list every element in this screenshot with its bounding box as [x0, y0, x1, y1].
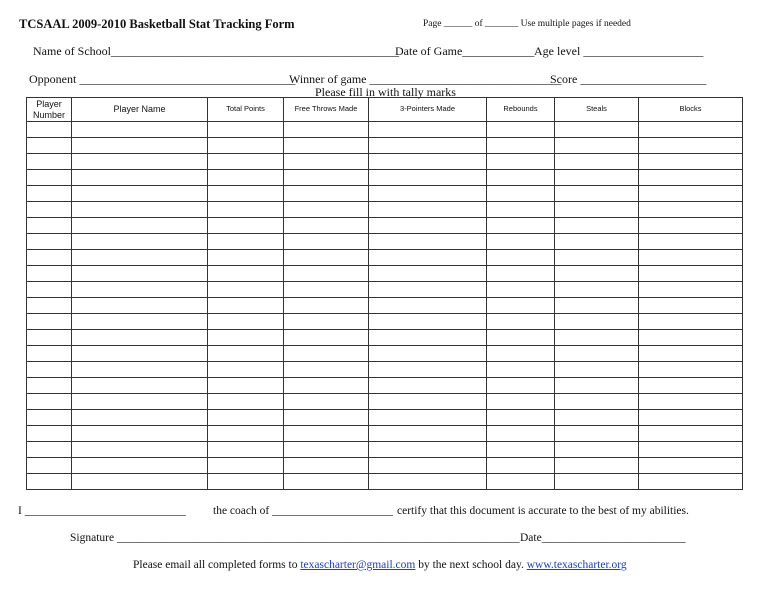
table-cell[interactable]	[487, 330, 555, 346]
header-total-points: Total Points	[208, 98, 284, 122]
table-cell[interactable]	[72, 202, 208, 218]
table-row	[27, 330, 743, 346]
table-cell[interactable]	[284, 330, 369, 346]
table-cell[interactable]	[639, 282, 743, 298]
table-cell[interactable]	[369, 442, 487, 458]
table-cell[interactable]	[72, 378, 208, 394]
table-cell[interactable]	[72, 234, 208, 250]
table-cell[interactable]	[27, 154, 72, 170]
table-row	[27, 394, 743, 410]
table-cell[interactable]	[487, 218, 555, 234]
table-cell[interactable]	[369, 394, 487, 410]
table-cell[interactable]	[27, 218, 72, 234]
table-cell[interactable]	[27, 186, 72, 202]
table-cell[interactable]	[369, 266, 487, 282]
table-cell[interactable]	[639, 186, 743, 202]
table-cell[interactable]	[72, 314, 208, 330]
table-cell[interactable]	[72, 458, 208, 474]
table-cell[interactable]	[72, 442, 208, 458]
table-cell[interactable]	[72, 410, 208, 426]
table-cell[interactable]	[284, 122, 369, 138]
table-row	[27, 426, 743, 442]
table-cell[interactable]	[555, 410, 639, 426]
table-row	[27, 122, 743, 138]
table-cell[interactable]	[72, 298, 208, 314]
header-player-number: Player Number	[27, 98, 72, 122]
table-cell[interactable]	[27, 138, 72, 154]
table-cell[interactable]	[369, 314, 487, 330]
table-cell[interactable]	[487, 346, 555, 362]
table-cell[interactable]	[639, 442, 743, 458]
table-cell[interactable]	[284, 250, 369, 266]
table-cell[interactable]	[284, 186, 369, 202]
opponent-field[interactable]: Opponent ____________________________________	[29, 72, 296, 86]
signature-field[interactable]: Signature ______________________________________________________________________	[70, 532, 520, 544]
table-cell[interactable]	[487, 202, 555, 218]
table-cell[interactable]	[487, 410, 555, 426]
table-cell[interactable]	[369, 330, 487, 346]
tally-instruction: Please fill in with tally marks	[315, 85, 456, 99]
table-cell[interactable]	[639, 250, 743, 266]
table-header-row	[27, 98, 743, 122]
table-row	[27, 362, 743, 378]
table-cell[interactable]	[487, 378, 555, 394]
table-cell[interactable]	[555, 298, 639, 314]
table-cell[interactable]	[27, 426, 72, 442]
table-cell[interactable]	[27, 122, 72, 138]
table-cell[interactable]	[369, 410, 487, 426]
table-cell[interactable]	[639, 346, 743, 362]
table-cell[interactable]	[639, 122, 743, 138]
table-cell[interactable]	[208, 330, 284, 346]
table-row	[27, 138, 743, 154]
table-cell[interactable]	[555, 186, 639, 202]
table-cell[interactable]	[555, 378, 639, 394]
table-cell[interactable]	[369, 202, 487, 218]
table-cell[interactable]	[555, 474, 639, 490]
header-player-name: Player Name	[72, 98, 208, 122]
table-cell[interactable]	[208, 346, 284, 362]
table-cell[interactable]	[208, 362, 284, 378]
table-cell[interactable]	[639, 170, 743, 186]
table-cell[interactable]	[27, 442, 72, 458]
table-cell[interactable]	[27, 458, 72, 474]
email-middle: by the next school day.	[418, 559, 524, 571]
table-cell[interactable]	[72, 330, 208, 346]
table-cell[interactable]	[487, 266, 555, 282]
table-cell[interactable]	[639, 362, 743, 378]
email-link[interactable]: texascharter@gmail.com	[300, 559, 416, 571]
table-cell[interactable]	[284, 394, 369, 410]
table-cell[interactable]	[639, 426, 743, 442]
table-cell[interactable]	[284, 234, 369, 250]
table-cell[interactable]	[72, 282, 208, 298]
table-cell[interactable]	[555, 122, 639, 138]
table-cell[interactable]	[208, 186, 284, 202]
table-cell[interactable]	[487, 426, 555, 442]
table-cell[interactable]	[555, 282, 639, 298]
table-cell[interactable]	[27, 266, 72, 282]
table-cell[interactable]	[208, 170, 284, 186]
table-cell[interactable]	[487, 138, 555, 154]
table-cell[interactable]	[639, 234, 743, 250]
table-cell[interactable]	[369, 154, 487, 170]
table-cell[interactable]	[27, 474, 72, 490]
table-cell[interactable]	[369, 346, 487, 362]
table-cell[interactable]	[72, 154, 208, 170]
table-row	[27, 218, 743, 234]
table-cell[interactable]	[284, 170, 369, 186]
table-cell[interactable]	[487, 250, 555, 266]
certify-coach-field[interactable]: the coach of _____________________	[213, 505, 393, 517]
table-cell[interactable]	[555, 426, 639, 442]
table-cell[interactable]	[284, 362, 369, 378]
table-cell[interactable]	[208, 282, 284, 298]
table-cell[interactable]	[27, 346, 72, 362]
table-cell[interactable]	[369, 138, 487, 154]
email-prefix: Please email all completed forms to	[133, 559, 298, 571]
table-cell[interactable]	[487, 122, 555, 138]
table-cell[interactable]	[555, 234, 639, 250]
table-cell[interactable]	[208, 122, 284, 138]
page-info: Page ______ of _______ Use multiple pages if needed	[423, 19, 631, 29]
table-cell[interactable]	[208, 154, 284, 170]
stat-table	[26, 97, 743, 490]
table-cell[interactable]	[555, 138, 639, 154]
table-row	[27, 170, 743, 186]
table-cell[interactable]	[487, 186, 555, 202]
table-cell[interactable]	[555, 202, 639, 218]
table-cell[interactable]	[487, 154, 555, 170]
table-cell[interactable]	[72, 426, 208, 442]
table-row	[27, 202, 743, 218]
table-row	[27, 266, 743, 282]
table-row	[27, 234, 743, 250]
table-cell[interactable]	[284, 474, 369, 490]
certify-statement: certify that this document is accurate to the best of my abilities.	[397, 505, 689, 517]
table-cell[interactable]	[369, 250, 487, 266]
signature-date-field[interactable]: Date_________________________	[520, 532, 686, 544]
age-level-field[interactable]: Age level ____________________	[534, 44, 704, 58]
table-row	[27, 314, 743, 330]
table-cell[interactable]	[369, 282, 487, 298]
table-cell[interactable]	[639, 394, 743, 410]
form-title: TCSAAL 2009-2010 Basketball Stat Tracking Form	[19, 17, 295, 31]
table-cell[interactable]	[487, 362, 555, 378]
table-cell[interactable]	[284, 426, 369, 442]
table-cell[interactable]	[369, 474, 487, 490]
table-cell[interactable]	[284, 378, 369, 394]
table-cell[interactable]	[487, 298, 555, 314]
table-cell[interactable]	[555, 266, 639, 282]
table-cell[interactable]	[284, 154, 369, 170]
table-cell[interactable]	[208, 234, 284, 250]
table-cell[interactable]	[639, 266, 743, 282]
table-cell[interactable]	[72, 474, 208, 490]
table-cell[interactable]	[72, 266, 208, 282]
table-row	[27, 298, 743, 314]
school-field[interactable]: Name of School________________________________________________	[33, 44, 399, 58]
table-cell[interactable]	[27, 234, 72, 250]
table-cell[interactable]	[487, 234, 555, 250]
table-row	[27, 410, 743, 426]
table-cell[interactable]	[27, 298, 72, 314]
table-cell[interactable]	[284, 458, 369, 474]
table-row	[27, 186, 743, 202]
table-cell[interactable]	[208, 298, 284, 314]
table-cell[interactable]	[208, 250, 284, 266]
table-cell[interactable]	[208, 266, 284, 282]
table-cell[interactable]	[72, 170, 208, 186]
table-cell[interactable]	[369, 458, 487, 474]
table-cell[interactable]	[369, 378, 487, 394]
table-cell[interactable]	[369, 234, 487, 250]
table-cell[interactable]	[72, 186, 208, 202]
table-cell[interactable]	[284, 314, 369, 330]
table-cell[interactable]	[369, 426, 487, 442]
table-cell[interactable]	[284, 346, 369, 362]
table-row	[27, 458, 743, 474]
table-cell[interactable]	[639, 410, 743, 426]
table-cell[interactable]	[27, 170, 72, 186]
table-cell[interactable]	[284, 138, 369, 154]
website-link[interactable]: www.texascharter.org	[526, 559, 627, 571]
score-field[interactable]: Score _____________________	[550, 72, 707, 86]
header-rebounds: Rebounds	[487, 98, 555, 122]
table-cell[interactable]	[208, 426, 284, 442]
table-cell[interactable]	[639, 330, 743, 346]
date-of-game-field[interactable]: Date of Game____________	[395, 44, 535, 58]
certify-name-field[interactable]: I ____________________________	[18, 505, 186, 517]
table-cell[interactable]	[27, 282, 72, 298]
table-cell[interactable]	[284, 442, 369, 458]
table-cell[interactable]	[208, 394, 284, 410]
table-cell[interactable]	[555, 314, 639, 330]
table-row	[27, 442, 743, 458]
table-row	[27, 282, 743, 298]
table-cell[interactable]	[639, 458, 743, 474]
table-cell[interactable]	[27, 202, 72, 218]
table-cell[interactable]	[72, 362, 208, 378]
table-cell[interactable]	[555, 154, 639, 170]
table-cell[interactable]	[369, 186, 487, 202]
table-cell[interactable]	[27, 250, 72, 266]
table-cell[interactable]	[72, 138, 208, 154]
header-steals: Steals	[555, 98, 639, 122]
table-cell[interactable]	[487, 474, 555, 490]
table-cell[interactable]	[639, 138, 743, 154]
table-cell[interactable]	[72, 218, 208, 234]
table-cell[interactable]	[487, 394, 555, 410]
table-cell[interactable]	[487, 170, 555, 186]
table-cell[interactable]	[369, 122, 487, 138]
table-cell[interactable]	[555, 442, 639, 458]
table-cell[interactable]	[27, 410, 72, 426]
table-row	[27, 154, 743, 170]
table-cell[interactable]	[27, 378, 72, 394]
table-cell[interactable]	[208, 314, 284, 330]
table-cell[interactable]	[27, 362, 72, 378]
table-cell[interactable]	[208, 202, 284, 218]
header-blocks: Blocks	[639, 98, 743, 122]
email-instruction	[133, 559, 627, 571]
table-cell[interactable]	[208, 138, 284, 154]
table-cell[interactable]	[555, 346, 639, 362]
table-cell[interactable]	[72, 346, 208, 362]
table-cell[interactable]	[639, 314, 743, 330]
table-cell[interactable]	[284, 202, 369, 218]
table-cell[interactable]	[72, 122, 208, 138]
table-cell[interactable]	[555, 330, 639, 346]
table-cell[interactable]	[639, 378, 743, 394]
table-cell[interactable]	[27, 330, 72, 346]
table-cell[interactable]	[27, 314, 72, 330]
table-cell[interactable]	[208, 458, 284, 474]
table-cell[interactable]	[555, 250, 639, 266]
table-cell[interactable]	[487, 442, 555, 458]
table-cell[interactable]	[369, 298, 487, 314]
table-cell[interactable]	[639, 154, 743, 170]
table-cell[interactable]	[208, 474, 284, 490]
table-cell[interactable]	[639, 202, 743, 218]
table-cell[interactable]	[284, 266, 369, 282]
table-cell[interactable]	[284, 282, 369, 298]
table-cell[interactable]	[639, 474, 743, 490]
table-cell[interactable]	[208, 410, 284, 426]
table-cell[interactable]	[639, 298, 743, 314]
table-cell[interactable]	[369, 170, 487, 186]
table-cell[interactable]	[72, 250, 208, 266]
header-free-throws: Free Throws Made	[284, 98, 369, 122]
table-cell[interactable]	[369, 218, 487, 234]
table-cell[interactable]	[284, 410, 369, 426]
table-cell[interactable]	[284, 218, 369, 234]
header-3-pointers: 3-Pointers Made	[369, 98, 487, 122]
winner-field[interactable]: Winner of game ________________________________	[289, 72, 562, 86]
table-row	[27, 378, 743, 394]
table-cell[interactable]	[284, 298, 369, 314]
table-cell[interactable]	[487, 282, 555, 298]
table-cell[interactable]	[639, 218, 743, 234]
table-cell[interactable]	[208, 218, 284, 234]
table-cell[interactable]	[27, 394, 72, 410]
table-cell[interactable]	[208, 378, 284, 394]
table-cell[interactable]	[487, 314, 555, 330]
table-cell[interactable]	[369, 362, 487, 378]
table-row	[27, 474, 743, 490]
table-cell[interactable]	[72, 394, 208, 410]
table-cell[interactable]	[487, 458, 555, 474]
table-cell[interactable]	[555, 170, 639, 186]
table-cell[interactable]	[555, 218, 639, 234]
table-cell[interactable]	[555, 362, 639, 378]
table-row	[27, 250, 743, 266]
table-cell[interactable]	[208, 442, 284, 458]
table-cell[interactable]	[555, 458, 639, 474]
table-row	[27, 346, 743, 362]
table-cell[interactable]	[555, 394, 639, 410]
